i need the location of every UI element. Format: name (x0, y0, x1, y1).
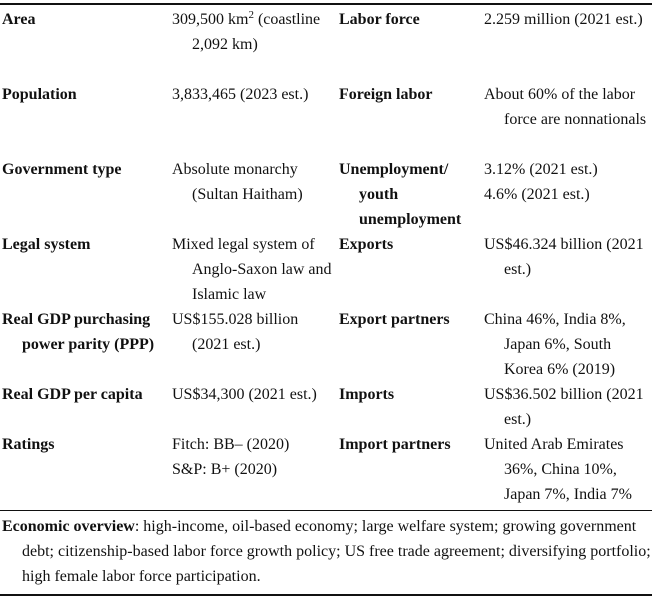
row-label-population: Population (2, 86, 77, 103)
row-value-gdp-per-capita: US$34,300 (2021 est.) (172, 386, 317, 403)
table-row (0, 157, 654, 232)
youth-unemployment-value: 4.6% (2021 est.) (484, 186, 590, 203)
row-value-ratings (172, 432, 337, 507)
row-label-foreign-labor: Foreign labor (339, 86, 433, 103)
row-value-import-partners: United Arab Emirates 36%, China 10%, Japan 7%, India 7% (484, 436, 632, 503)
row-label-real-gdp-ppp: Real GDP purchasing power parity (PPP) (2, 311, 155, 353)
row-label-labor-force: Labor force (339, 11, 420, 28)
row-label-export-partners: Export partners (339, 311, 450, 328)
facts-table (0, 7, 654, 507)
row-value-real-gdp-ppp: US$155.028 billion (2021 est.) (172, 311, 299, 353)
table-row (0, 307, 654, 382)
row-value-legal-system: Mixed legal system of Anglo-Saxon law and Islamic law (172, 236, 332, 303)
row-label-area: Area (2, 11, 36, 28)
top-rule (0, 3, 652, 5)
row-label-imports: Imports (339, 386, 395, 403)
row-value-area (172, 7, 337, 82)
row-label-ratings: Ratings (2, 436, 55, 453)
economic-overview-label: Economic overview (2, 518, 135, 535)
unemployment-value: 3.12% (2021 est.) (484, 161, 598, 178)
row-label-gdp-per-capita: Real GDP per capita (2, 386, 143, 403)
section-rule (0, 510, 652, 511)
row-value-foreign-labor: About 60% of the labor force are nonnationals (484, 86, 647, 128)
rating-fitch: Fitch: BB– (2020) (172, 436, 290, 453)
table-row (0, 82, 654, 157)
row-value-population: 3,833,465 (2023 est.) (172, 86, 309, 103)
table-row (0, 7, 654, 82)
row-label-government-type: Government type (2, 161, 122, 178)
rating-sp: S&P: B+ (2020) (172, 461, 278, 478)
area-value: 309,500 km (172, 11, 249, 28)
row-value-government-type: Absolute monarchy (Sultan Haitham) (172, 161, 303, 203)
economic-overview (2, 514, 652, 589)
table-row (0, 232, 654, 307)
row-value-labor-force: 2.259 million (2021 est.) (484, 11, 643, 28)
row-label-legal-system: Legal system (2, 236, 91, 253)
row-label-exports: Exports (339, 236, 394, 253)
row-value-imports: US$36.502 billion (2021 est.) (484, 386, 644, 428)
row-label-import-partners: Import partners (339, 436, 451, 453)
area-coastline: (coastline 2,092 km) (192, 11, 321, 53)
row-label-unemployment: Unemployment/ youth unemployment (339, 161, 462, 228)
bottom-rule (0, 594, 652, 596)
table-row (0, 382, 654, 432)
table-row (0, 432, 654, 507)
row-value-unemployment (484, 157, 654, 232)
area-unit-superscript: 2 (248, 9, 254, 21)
economic-overview-text: : high-income, oil-based economy; large welfare system; growing government debt; citizenship-based labor force growth policy; US free trade agreement; diversifying portfolio; high female labor force participation. (22, 518, 651, 585)
row-value-export-partners: China 46%, India 8%, Japan 6%, South Korea 6% (2019) (484, 311, 626, 378)
row-value-exports: US$46.324 billion (2021 est.) (484, 236, 644, 278)
